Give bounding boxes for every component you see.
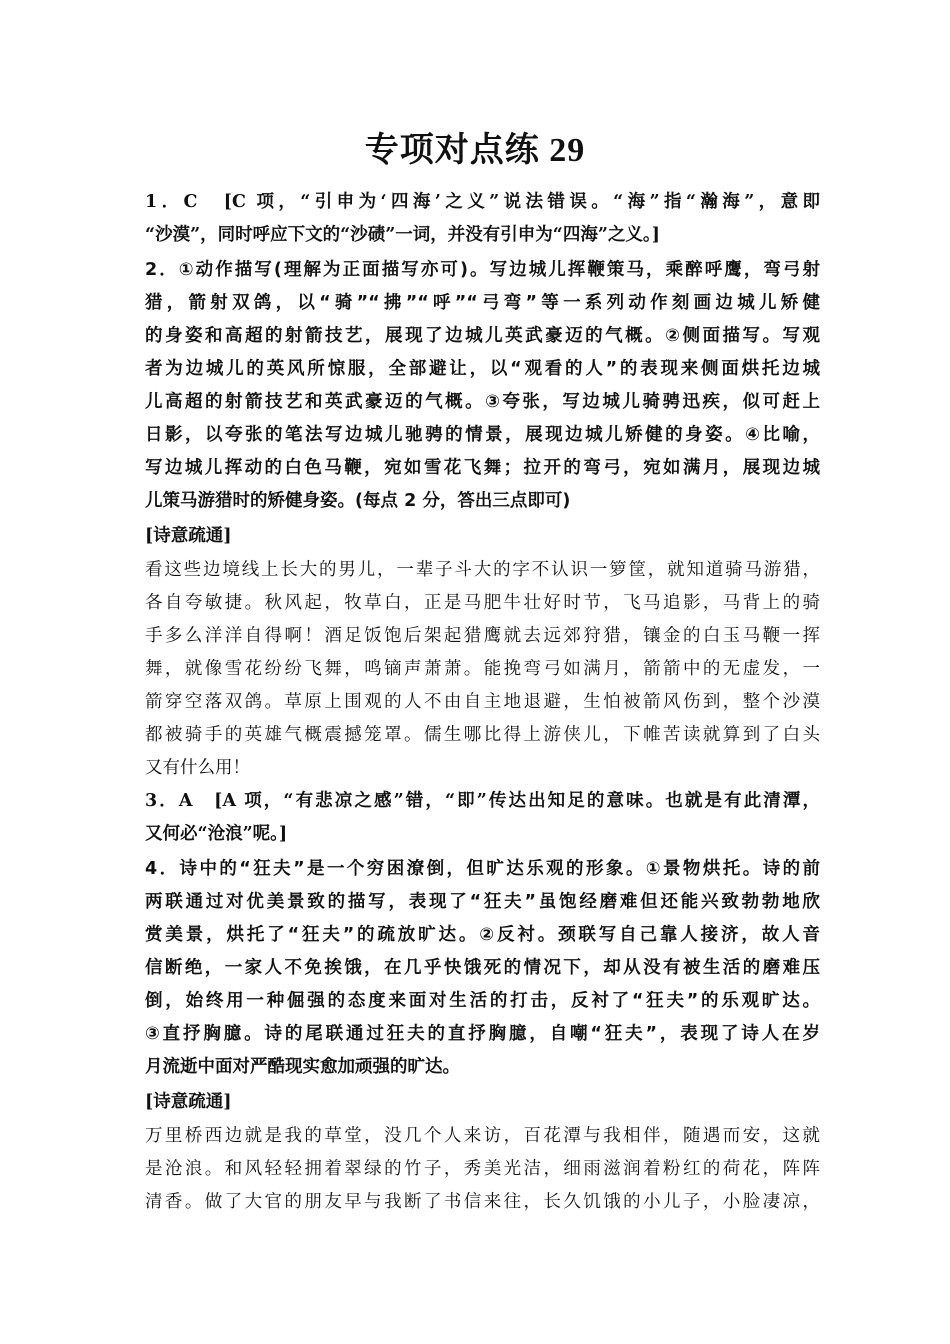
answer-4-line-1: 4．诗中的“狂夫”是一个穷困潦倒，但旷达乐观的形象。①景物烘托。诗的前 (145, 859, 820, 879)
answer-2-line-7: 写边城儿挥动的白色马鞭，宛如雪花飞舞；拉开的弯弓，宛如满月，展现边城 (145, 458, 820, 478)
answer-2-line-5: 儿高超的射箭技艺和英武豪迈的气概。③夸张，写边城儿骑骋迅疾，似可赶上 (145, 392, 820, 412)
answer-2-line-2: 猎，箭射双鸽，以“骑”“拂”“呼”“弓弯”等一系列动作刻画边城儿矫健 (145, 293, 820, 313)
poem-1-line-6: 都被骑手的英雄气概震撼笼罩。儒生哪比得上游侠儿，下帷苦读就算到了白头 (145, 725, 820, 745)
answer-3-line-2: 又何必“沧浪”呢。] (145, 824, 288, 844)
poem-1-line-3: 手多么洋洋自得啊！酒足饭饱后架起猎鹰就去远郊狩猎，镶金的白玉马鞭一挥 (145, 626, 820, 646)
answer-1-line-1: 1．C [C 项，“引申为‘四海’之义”说法错误。“海”指“瀚海”，意即 (145, 192, 820, 212)
poem-2-line-3: 清香。做了大官的朋友早与我断了书信来往，长久饥饿的小儿子，小脸凄凉， (145, 1192, 820, 1212)
answer-2-line-1: 2．①动作描写(理解为正面描写亦可)。写边城儿挥鞭策马，乘醉呼鹰，弯弓射 (145, 260, 820, 280)
poem-1-line-2: 各自夸敏捷。秋风起，牧草白，正是马肥牛壮好时节，飞马追影，马背上的骑 (145, 593, 820, 613)
answer-1-line-2: “沙漠”，同时呼应下文的“沙碛”一词，并没有引申为“四海”之义。] (145, 225, 660, 245)
poem-2-line-2: 是沧浪。和风轻轻拥着翠绿的竹子，秀美光洁，细雨滋润着粉红的荷花，阵阵 (145, 1159, 820, 1179)
poem-1-line-4: 舞，就像雪花纷纷飞舞，鸣镝声萧萧。能挽弯弓如满月，箭箭中的无虚发，一 (145, 659, 820, 679)
answer-4-line-7: 月流逝中面对严酷现实愈加顽强的旷达。 (145, 1057, 460, 1077)
answer-4-line-6: ③直抒胸臆。诗的尾联通过狂夫的直抒胸臆，自嘲“狂夫”，表现了诗人在岁 (145, 1024, 820, 1044)
answer-4-line-2: 两联通过对优美景致的描写，表现了“狂夫”虽饱经磨难但还能兴致勃勃地欣 (145, 892, 820, 912)
answer-4-line-3: 赏美景，烘托了“狂夫”的疏放旷达。②反衬。颈联写自己靠人接济，故人音 (145, 925, 820, 945)
answer-2-line-6: 日影，以夸张的笔法写边城儿驰骋的情景，展现边城儿矫健的身姿。④比喻， (145, 425, 820, 445)
answer-2-line-4: 者为边城儿的英风所惊服，全部避让，以“观看的人”的表现来侧面烘托边城 (145, 359, 820, 379)
section-heading-poem-1: [诗意疏通] (145, 526, 232, 546)
answer-3-line-1: 3．A [A 项，“有悲凉之感”错，“即”传达出知足的意味。也就是有此清潭， (145, 791, 820, 811)
answer-4-line-4: 信断绝，一家人不免挨饿，在几乎快饿死的情况下，却从没有被生活的磨难压 (145, 958, 820, 978)
answer-4-line-5: 倒，始终用一种倔强的态度来面对生活的打击，反衬了“狂夫”的乐观旷达。 (145, 991, 820, 1011)
poem-2-line-1: 万里桥西边就是我的草堂，没几个人来访，百花潭与我相伴，随遇而安，这就 (145, 1126, 820, 1146)
section-heading-poem-2: [诗意疏通] (145, 1092, 232, 1112)
poem-1-line-1: 看这些边境线上长大的男儿，一辈子斗大的字不认识一箩筐，就知道骑马游猎， (145, 560, 820, 580)
answer-2-line-3: 的身姿和高超的射箭技艺，展现了边城儿英武豪迈的气概。②侧面描写。写观 (145, 326, 820, 346)
page-title: 专项对点练 29 (364, 132, 586, 169)
answer-2-line-8: 儿策马游猎时的矫健身姿。(每点 2 分，答出三点即可) (145, 491, 571, 511)
poem-1-line-5: 箭穿空落双鸽。草原上围观的人不由自主地退避，生怕被箭风伤到，整个沙漠 (145, 692, 820, 712)
poem-1-line-7: 又有什么用！ (145, 758, 250, 778)
